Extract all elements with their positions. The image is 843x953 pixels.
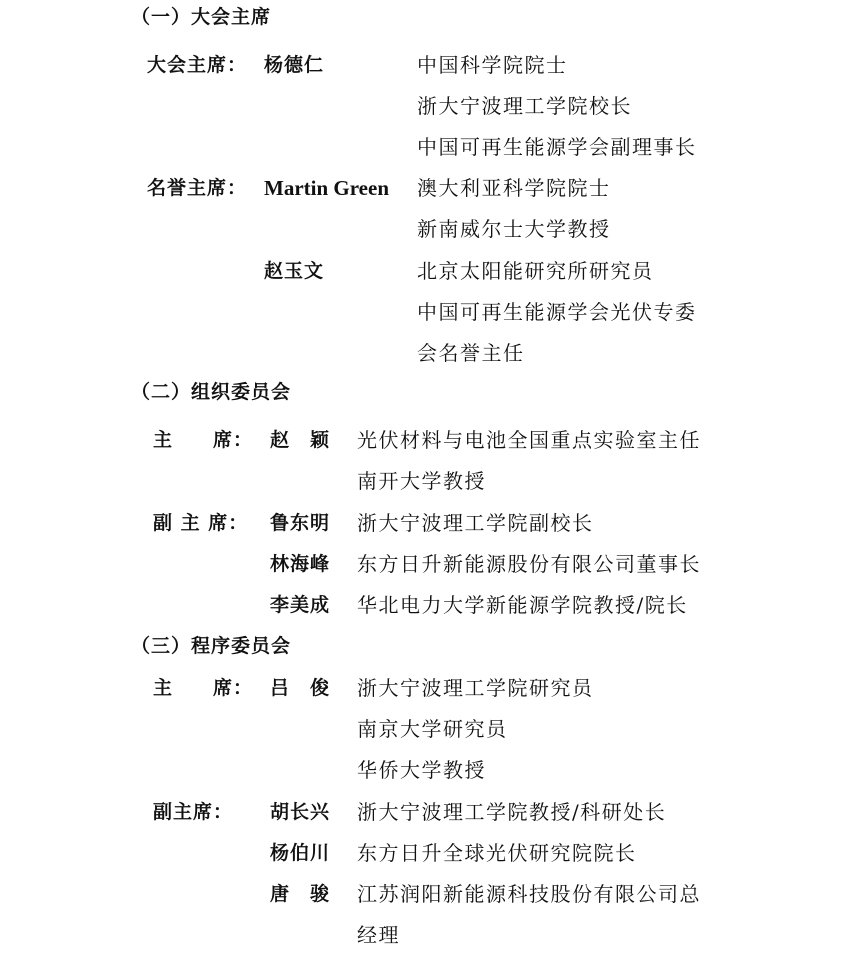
section-heading: （二）组织委员会 [131,381,292,403]
member-title: 浙大宁波理工学院研究员 [357,676,594,700]
role-label: 名誉主席： [147,177,248,199]
member-name: 唐 骏 [270,883,331,905]
member-title: 华北电力大学新能源学院教授/院长 [357,593,688,617]
member-title: 南京大学研究员 [357,717,508,741]
member-title: 浙大宁波理工学院副校长 [357,511,594,535]
role-label: 主 席： [153,677,254,699]
member-title: 新南威尔士大学教授 [417,217,611,241]
member-name: 赵 颖 [270,429,331,451]
role-label: 副 主 席： [153,512,249,534]
member-name: 李美成 [270,594,331,616]
member-title: 华侨大学教授 [357,758,486,782]
member-title: 澳大利亚科学院院士 [417,176,611,200]
member-title: 经理 [357,923,400,947]
member-title: 浙大宁波理工学院校长 [417,94,632,118]
role-label: 主 席： [153,429,254,451]
section-heading: （三）程序委员会 [131,635,292,657]
member-title: 光伏材料与电池全国重点实验室主任 [357,428,701,452]
member-name: 杨伯川 [270,842,331,864]
section-heading: （一）大会主席 [131,6,272,28]
role-label: 大会主席： [147,54,248,76]
member-name: 鲁东明 [270,512,331,534]
member-title: 中国科学院院士 [417,53,568,77]
role-label: 副主席： [153,801,234,823]
member-title: 浙大宁波理工学院教授/科研处长 [357,800,667,824]
member-title: 北京太阳能研究所研究员 [417,259,654,283]
member-name: Martin Green [264,176,389,200]
member-title: 东方日升新能源股份有限公司董事长 [357,552,701,576]
member-name: 吕 俊 [270,677,331,699]
member-name: 赵玉文 [264,260,325,282]
member-title: 中国可再生能源学会光伏专委 [417,300,697,324]
member-title: 会名誉主任 [417,341,525,365]
member-title: 江苏润阳新能源科技股份有限公司总 [357,882,701,906]
member-name: 杨德仁 [264,54,325,76]
member-name: 林海峰 [270,553,331,575]
member-title: 东方日升全球光伏研究院院长 [357,841,637,865]
member-title: 南开大学教授 [357,469,486,493]
member-name: 胡长兴 [270,801,331,823]
member-title: 中国可再生能源学会副理事长 [417,135,697,159]
